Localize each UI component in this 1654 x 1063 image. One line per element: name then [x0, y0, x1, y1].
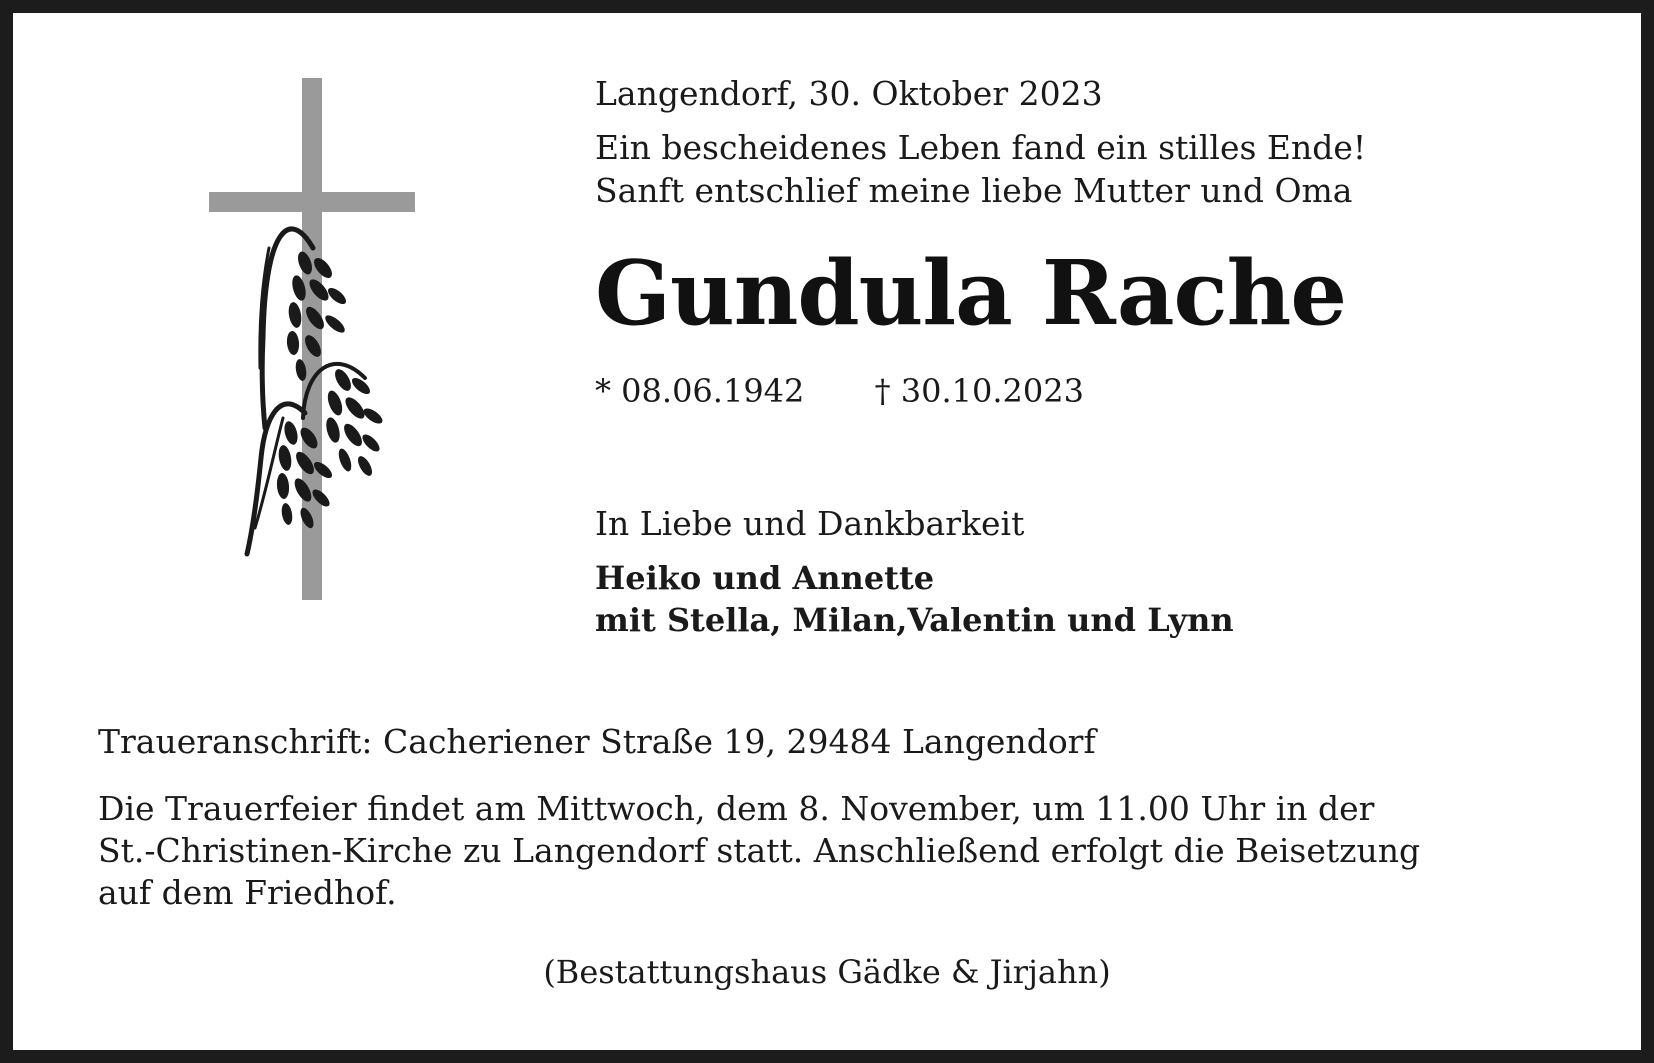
- header-block: [595, 72, 1545, 212]
- death-date: † 30.10.2023: [874, 372, 1084, 410]
- intro-line: Ein bescheidenes Leben fand ein stilles Ende!: [595, 128, 1367, 167]
- service-line: auf dem Friedhof.: [98, 873, 397, 912]
- deceased-name: Gundula Rache: [595, 240, 1347, 345]
- intro-text: [595, 126, 1545, 212]
- life-dates: [595, 370, 1084, 412]
- intro-line: Sanft entschlief meine liebe Mutter und Oma: [595, 171, 1353, 210]
- cross-with-wheat-icon: [195, 78, 425, 608]
- mourner-line: mit Stella, Milan,Valentin und Lynn: [595, 601, 1234, 639]
- cross-horizontal-beam: [209, 192, 415, 212]
- service-line: St.-Christinen-Kirche zu Langendorf statt. Anschließend erfolgt die Beisetzung: [98, 831, 1421, 870]
- service-info: [98, 788, 1420, 914]
- mourners-block: [595, 557, 1234, 641]
- closing-phrase: In Liebe und Dankbarkeit: [595, 504, 1025, 543]
- birth-date: * 08.06.1942: [595, 372, 805, 410]
- place-date: Langendorf, 30. Oktober 2023: [595, 74, 1103, 113]
- service-line: Die Trauerfeier findet am Mittwoch, dem 8. November, um 11.00 Uhr in der: [98, 789, 1375, 828]
- mourner-line: Heiko und Annette: [595, 559, 935, 597]
- mourning-address: Traueranschrift: Cacheriener Straße 19, 29484 Langendorf: [98, 722, 1096, 761]
- wheat-grains: [276, 250, 385, 530]
- undertaker-credit: (Bestattungshaus Gädke & Jirjahn): [543, 953, 1111, 991]
